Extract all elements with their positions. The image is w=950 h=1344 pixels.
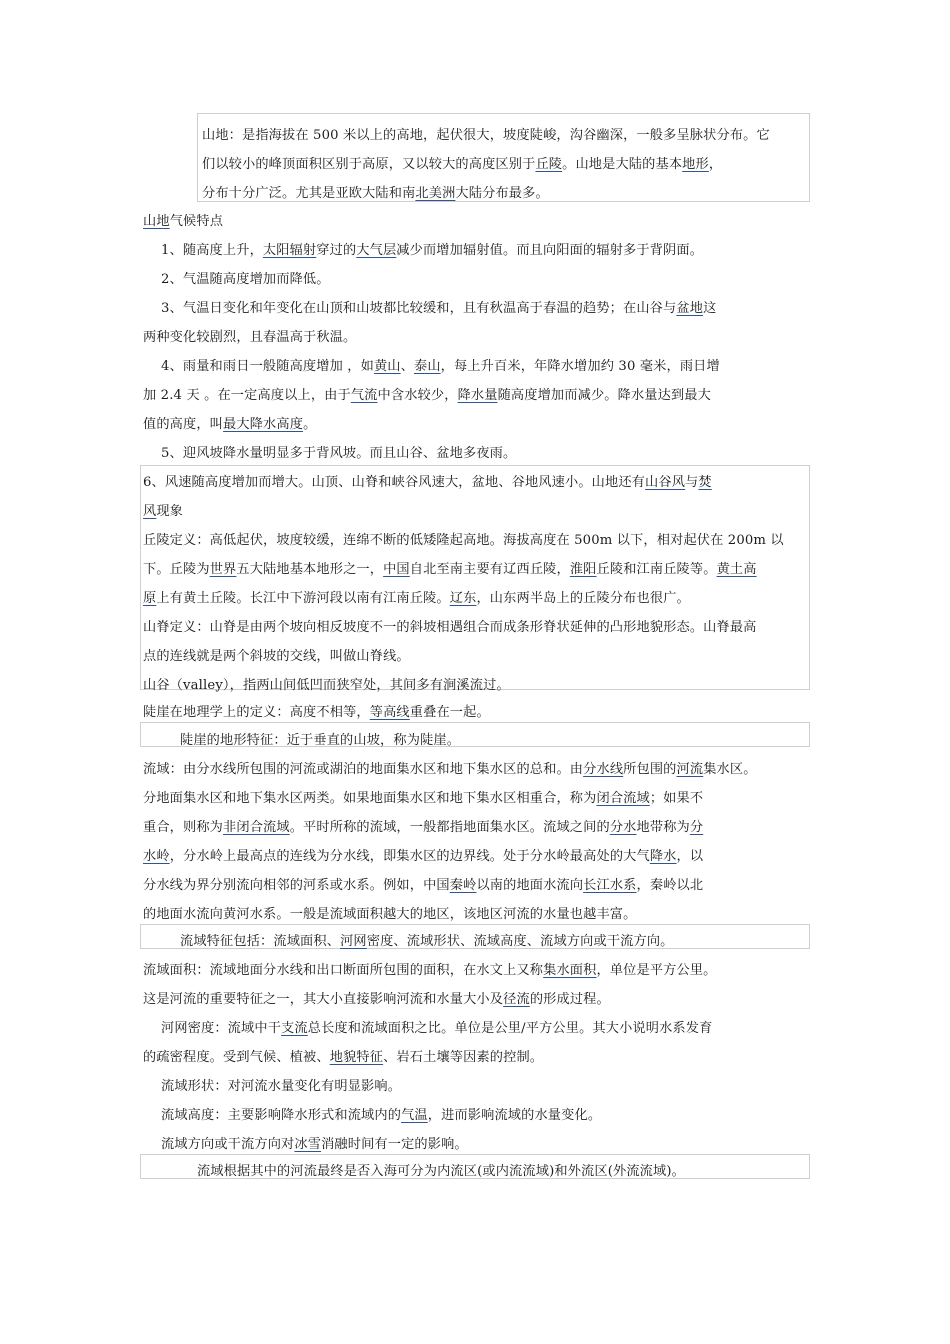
text-run: 加 2.4 天 。在一定高度以上，由于 <box>143 388 351 403</box>
hills-line <box>143 676 510 696</box>
hills-line <box>143 589 690 609</box>
text-run: 五大陆地基本地形之一， <box>236 562 384 577</box>
text-run: 1、随高度上升， <box>161 243 263 258</box>
basin-feature-line <box>143 1048 543 1068</box>
text-run: 自北至南主要有辽西丘陵， <box>409 562 570 577</box>
text-run: 所包围的 <box>623 762 677 777</box>
text-run: 3、气温日变化和年变化在山顶和山坡都比较缓和，且有秋温高于春温的趋势；在山谷与 <box>161 301 677 316</box>
text-run: 流域方向或干流方向对 <box>161 1137 295 1152</box>
text-run: 、岩石土壤等因素的控制。 <box>383 1050 544 1065</box>
text-run: 这 <box>703 301 717 316</box>
text-run: 们以较小的峰顶面积区别于高原，又以较大的高度区别于 <box>202 157 536 172</box>
text-run: 4、雨量和雨日一般随高度增加 ，如 <box>161 359 374 374</box>
basin-feature-line <box>143 990 610 1010</box>
term-link[interactable]: 山地 <box>143 214 170 229</box>
basin-def-line <box>143 789 703 809</box>
text-run: 重合，则称为 <box>143 820 224 835</box>
hills-line <box>143 618 757 638</box>
text-run: ，单位是平方公里。 <box>596 963 717 978</box>
text-run: 山谷（valley），指两山间低凹而狭窄处，其间多有涧溪流过。 <box>143 678 510 693</box>
term-link[interactable]: 河网 <box>340 934 367 949</box>
term-link[interactable]: 气温 <box>401 1108 428 1123</box>
term-link[interactable]: 非闭合流域 <box>223 820 290 835</box>
text-run: 流域高度：主要影响降水形式和流域内的 <box>161 1108 402 1123</box>
term-link[interactable]: 最大降水高度 <box>223 417 304 432</box>
text-run: 减少而增加辐射值。而且向阳面的辐射多于背阴面。 <box>396 243 704 258</box>
text-run: 点的连线就是两个斜坡的交线，叫做山脊线。 <box>143 649 410 664</box>
term-link[interactable]: 分 <box>689 820 704 835</box>
term-link[interactable]: 风 <box>143 504 157 519</box>
term-link[interactable]: 辽东 <box>449 591 477 606</box>
text-run: ，山东两半岛上的丘陵分布也很广。 <box>476 591 690 606</box>
term-link[interactable]: 大气层 <box>356 243 397 258</box>
term-link[interactable]: 地貌特征 <box>329 1050 384 1065</box>
text-run: 分布十分广泛。尤其是亚欧大陆和南 <box>202 186 416 201</box>
hills-line <box>143 647 410 667</box>
term-link[interactable]: 气流 <box>350 388 378 403</box>
term-link[interactable]: 盆地 <box>676 301 704 316</box>
term-link[interactable]: 闭合流域 <box>596 791 650 806</box>
text-run: 下。丘陵为 <box>143 562 210 577</box>
text-run: 。山地是大陆的基本 <box>562 157 683 172</box>
basin-feature-line <box>161 1135 468 1155</box>
text-run: 随高度增加而减少。降水量达到最大 <box>497 388 711 403</box>
basin-def-line <box>143 847 703 867</box>
climate-line <box>143 328 356 348</box>
basin-feature-line <box>143 961 717 981</box>
text-run: ，进而影响流域的水量变化。 <box>427 1108 602 1123</box>
term-link[interactable]: 降水量 <box>457 388 498 403</box>
climate-line <box>161 444 516 464</box>
text-run: 重叠在一起。 <box>409 705 490 720</box>
text-run: 丘陵定义：高低起伏，坡度较缓，连绵不断的低矮隆起高地。海拔高度在 500m 以下，相对起伏在 200m 以 <box>143 533 784 548</box>
term-link[interactable]: 水岭 <box>143 849 170 864</box>
text-run: ，秦岭以北 <box>636 878 704 893</box>
basin-def-line <box>143 818 703 838</box>
text-run: 这是河流的重要特征之一，其大小直接影响河流和水量大小及 <box>143 992 504 1007</box>
term-link[interactable]: 世界 <box>209 562 237 577</box>
term-link[interactable]: 北美洲 <box>415 186 456 201</box>
text-run: 气候特点 <box>169 214 224 229</box>
term-link[interactable]: 太阳辐射 <box>262 243 317 258</box>
text-run: 地带称为 <box>636 820 690 835</box>
text-run: ，分水岭上最高点的连线为分水线，即集水区的边界线。处于分水岭最高处的大气 <box>169 849 650 864</box>
text-run: ， <box>708 157 723 172</box>
text-run: 、 <box>400 359 414 374</box>
text-run: 值的高度，叫 <box>143 417 224 432</box>
hills-line <box>143 502 183 522</box>
hills-line <box>143 560 757 580</box>
text-run: 山地：是指海拔在 500 米以上的高地，起伏很大，坡度陡峻，沟谷幽深，一般多呈脉状分布。它 <box>202 128 770 143</box>
term-link[interactable]: 泰山 <box>413 359 441 374</box>
text-run: 与 <box>685 475 699 490</box>
text-run: 中含水较少， <box>377 388 458 403</box>
climate-line <box>143 386 711 406</box>
text-run: 流域特征包括：流域面积、 <box>180 934 341 949</box>
text-run: ，每上升百米，年降水增加约 30 毫米，雨日增 <box>440 359 720 374</box>
term-link[interactable]: 山谷风 <box>645 475 686 490</box>
term-link[interactable]: 等高线 <box>369 705 410 720</box>
text-run: 分水线为界分别流向相邻的河系或水系。例如，中国 <box>143 878 450 893</box>
basin-feature-line <box>161 1019 712 1039</box>
text-run: 5、迎风坡降水量明显多于背风坡。而且山谷、盆地多夜雨。 <box>161 446 517 461</box>
basin-def-line <box>143 876 703 896</box>
term-link[interactable]: 焚 <box>698 475 712 490</box>
term-link[interactable]: 长江水系 <box>583 878 637 893</box>
cliff-definition <box>143 703 490 723</box>
term-link[interactable]: 降水 <box>649 849 677 864</box>
term-link[interactable]: 黄土高 <box>716 562 757 577</box>
climate-line <box>161 357 720 377</box>
text-run: 以南的地面水流向 <box>476 878 584 893</box>
term-link[interactable]: 淮阳 <box>569 562 597 577</box>
text-run: 。 <box>303 417 317 432</box>
text-run: 大陆分布最多。 <box>455 186 549 201</box>
climate-line <box>161 299 716 319</box>
text-run: 。平时所称的流域，一般都指地面集水区。流域之间的 <box>289 820 610 835</box>
text-run: 两种变化较剧烈，且春温高于秋温。 <box>143 330 357 345</box>
term-link[interactable]: 地形 <box>682 157 709 172</box>
text-run: 密度、流域形状、流域高度、流域方向或干流方向。 <box>366 934 674 949</box>
hills-line <box>143 531 784 551</box>
text-run: 流域根据其中的河流最终是否入海可分为内流区(或内流流域)和外流区(外流流域)。 <box>197 1164 685 1179</box>
mountain-def-line <box>202 126 770 146</box>
basin-feature-line <box>161 1106 601 1126</box>
mountain-def-line <box>202 184 549 204</box>
term-link[interactable]: 原 <box>143 591 157 606</box>
term-link[interactable]: 秦岭 <box>449 878 477 893</box>
text-run: 流域形状：对河流水量变化有明显影响。 <box>161 1079 402 1094</box>
text-run: 2、气温随高度增加而降低。 <box>161 272 330 287</box>
mountain-def-line <box>202 155 722 175</box>
text-run: 山脊定义：山脊是由两个坡向相反坡度不一的斜坡相遇组合而成条形脊状延伸的凸形地貌形态。山脊最高 <box>143 620 757 635</box>
text-run: 的形成过程。 <box>529 992 610 1007</box>
cliff-feature <box>180 731 460 751</box>
basin-classify <box>197 1162 685 1182</box>
hills-line <box>143 473 712 493</box>
text-run: 陡崖的地形特征：近于垂直的山坡，称为陡崖。 <box>180 733 461 748</box>
basin-features-title <box>180 932 674 952</box>
text-run: 集水区。 <box>703 762 757 777</box>
term-link[interactable]: 河流 <box>676 762 704 777</box>
text-run: 陡崖在地理学上的定义：高度不相等， <box>143 705 370 720</box>
term-link[interactable]: 集水面积 <box>543 963 597 978</box>
text-run: 上有黄土丘陵。长江中下游河段以南有江南丘陵。 <box>156 591 450 606</box>
text-run: 消融时间有一定的影响。 <box>321 1137 468 1152</box>
text-run: 穿过的 <box>316 243 357 258</box>
climate-line <box>143 415 316 435</box>
term-link[interactable]: 冰雪 <box>294 1137 322 1152</box>
text-run: 的疏密程度。受到气候、植被、 <box>143 1050 330 1065</box>
climate-line <box>161 241 703 261</box>
term-link[interactable]: 丘陵 <box>535 157 563 172</box>
basin-def-line <box>143 905 636 925</box>
basin-feature-line <box>161 1077 401 1097</box>
text-run: 流域：由分水线所包围的河流或湖泊的地面集水区和地下集水区的总和。由 <box>143 762 584 777</box>
text-run: 现象 <box>156 504 184 519</box>
text-run: 河网密度：流域中干 <box>161 1021 282 1036</box>
text-run: ；如果不 <box>649 791 704 806</box>
text-run: 的地面水流向黄河水系。一般是流域面积越大的地区，该地区河流的水量也越丰富。 <box>143 907 637 922</box>
term-link[interactable]: 黄山 <box>373 359 401 374</box>
term-link[interactable]: 分水 <box>609 820 637 835</box>
text-run: 总长度和流域面积之比。单位是公里/平方公里。其大小说明水系发育 <box>307 1021 713 1036</box>
text-run: 丘陵和江南丘陵等。 <box>596 562 717 577</box>
term-link[interactable]: 径流 <box>503 992 530 1007</box>
term-link[interactable]: 支流 <box>281 1021 308 1036</box>
term-link[interactable]: 中国 <box>383 562 410 577</box>
climate-line <box>161 270 330 290</box>
term-link[interactable]: 分水线 <box>583 762 624 777</box>
climate-title <box>143 212 223 232</box>
text-run: 流域面积：流域地面分水线和出口断面所包围的面积，在水文上又称 <box>143 963 544 978</box>
basin-def-line <box>143 760 757 780</box>
text-run: ，以 <box>676 849 704 864</box>
text-run: 6、风速随高度增加而增大。山顶、山脊和峡谷风速大，盆地、谷地风速小。山地还有 <box>143 475 646 490</box>
text-run: 分地面集水区和地下集水区两类。如果地面集水区和地下集水区相重合，称为 <box>143 791 597 806</box>
